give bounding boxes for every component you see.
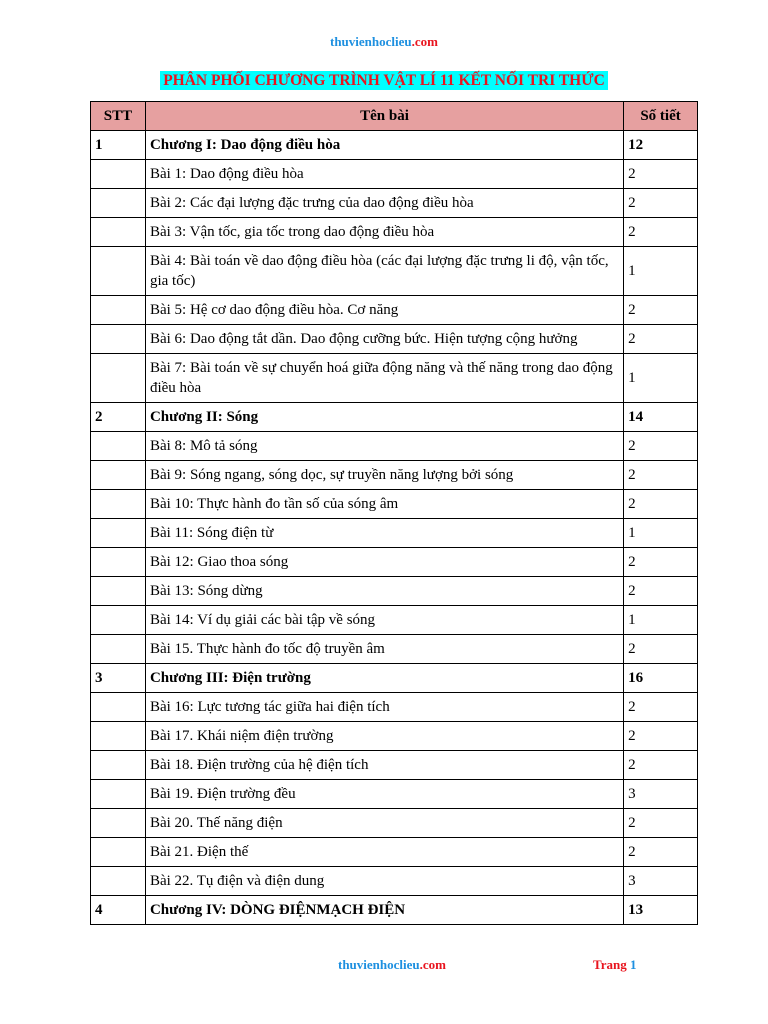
cell-periods: 2 bbox=[624, 838, 698, 867]
lesson-row bbox=[91, 635, 698, 664]
site-header bbox=[0, 34, 768, 50]
lesson-row bbox=[91, 325, 698, 354]
lesson-row bbox=[91, 577, 698, 606]
cell-lesson-name: Bài 21. Điện thế bbox=[145, 838, 623, 867]
lesson-row bbox=[91, 247, 698, 296]
cell-stt bbox=[91, 751, 146, 780]
cell-lesson-name: Bài 6: Dao động tắt dần. Dao động cưỡng bức. Hiện tượng cộng hưởng bbox=[145, 325, 623, 354]
cell-periods: 2 bbox=[624, 751, 698, 780]
cell-lesson-name: Bài 13: Sóng dừng bbox=[145, 577, 623, 606]
table-header-row bbox=[91, 102, 698, 131]
lesson-row bbox=[91, 548, 698, 577]
cell-periods: 1 bbox=[624, 606, 698, 635]
page-number bbox=[593, 957, 636, 973]
cell-lesson-name: Bài 11: Sóng điện từ bbox=[145, 519, 623, 548]
cell-stt bbox=[91, 296, 146, 325]
cell-stt bbox=[91, 519, 146, 548]
lesson-row bbox=[91, 867, 698, 896]
cell-periods: 2 bbox=[624, 693, 698, 722]
lesson-row bbox=[91, 693, 698, 722]
cell-lesson-name: Bài 1: Dao động điều hòa bbox=[145, 160, 623, 189]
cell-stt bbox=[91, 722, 146, 751]
cell-periods: 2 bbox=[624, 722, 698, 751]
cell-periods: 2 bbox=[624, 490, 698, 519]
cell-lesson-name: Chương I: Dao động điều hòa bbox=[145, 131, 623, 160]
footer-brand bbox=[338, 957, 446, 973]
cell-stt: 4 bbox=[91, 896, 146, 925]
cell-lesson-name: Bài 16: Lực tương tác giữa hai điện tích bbox=[145, 693, 623, 722]
cell-stt bbox=[91, 577, 146, 606]
cell-stt bbox=[91, 218, 146, 247]
cell-stt bbox=[91, 635, 146, 664]
cell-stt bbox=[91, 548, 146, 577]
brand-name: thuvienhoclieu bbox=[330, 34, 412, 49]
cell-stt bbox=[91, 432, 146, 461]
cell-lesson-name: Bài 18. Điện trường của hệ điện tích bbox=[145, 751, 623, 780]
cell-periods: 12 bbox=[624, 131, 698, 160]
lesson-row bbox=[91, 606, 698, 635]
chapter-row bbox=[91, 896, 698, 925]
cell-lesson-name: Bài 4: Bài toán về dao động điều hòa (các đại lượng đặc trưng li độ, vận tốc, gia tốc) bbox=[145, 247, 623, 296]
cell-periods: 3 bbox=[624, 867, 698, 896]
cell-lesson-name: Bài 8: Mô tả sóng bbox=[145, 432, 623, 461]
cell-lesson-name: Bài 14: Ví dụ giải các bài tập về sóng bbox=[145, 606, 623, 635]
lesson-row bbox=[91, 432, 698, 461]
column-header-stt: STT bbox=[91, 102, 146, 131]
chapter-row bbox=[91, 664, 698, 693]
cell-periods: 16 bbox=[624, 664, 698, 693]
cell-stt bbox=[91, 325, 146, 354]
cell-periods: 2 bbox=[624, 461, 698, 490]
cell-periods: 2 bbox=[624, 635, 698, 664]
lesson-row bbox=[91, 354, 698, 403]
lesson-row bbox=[91, 809, 698, 838]
cell-stt bbox=[91, 780, 146, 809]
cell-lesson-name: Bài 22. Tụ điện và điện dung bbox=[145, 867, 623, 896]
cell-lesson-name: Bài 5: Hệ cơ dao động điều hòa. Cơ năng bbox=[145, 296, 623, 325]
lesson-row bbox=[91, 780, 698, 809]
cell-periods: 2 bbox=[624, 432, 698, 461]
footer-brand-domain: .com bbox=[419, 957, 446, 972]
cell-periods: 3 bbox=[624, 780, 698, 809]
cell-periods: 2 bbox=[624, 160, 698, 189]
cell-stt bbox=[91, 189, 146, 218]
cell-lesson-name: Bài 20. Thế năng điện bbox=[145, 809, 623, 838]
cell-lesson-name: Bài 2: Các đại lượng đặc trưng của dao động điều hòa bbox=[145, 189, 623, 218]
lesson-row bbox=[91, 490, 698, 519]
cell-periods: 13 bbox=[624, 896, 698, 925]
lesson-row bbox=[91, 218, 698, 247]
cell-stt bbox=[91, 247, 146, 296]
cell-lesson-name: Bài 19. Điện trường đều bbox=[145, 780, 623, 809]
lesson-row bbox=[91, 838, 698, 867]
lesson-row bbox=[91, 722, 698, 751]
cell-periods: 1 bbox=[624, 247, 698, 296]
cell-stt bbox=[91, 693, 146, 722]
cell-periods: 1 bbox=[624, 354, 698, 403]
brand-domain: .com bbox=[411, 34, 438, 49]
cell-lesson-name: Bài 17. Khái niệm điện trường bbox=[145, 722, 623, 751]
cell-lesson-name: Bài 3: Vận tốc, gia tốc trong dao động điều hòa bbox=[145, 218, 623, 247]
page-footer bbox=[0, 957, 768, 977]
cell-periods: 2 bbox=[624, 325, 698, 354]
document-title-text: PHÂN PHỐI CHƯƠNG TRÌNH VẬT LÍ 11 KẾT NỐI TRI THỨC bbox=[160, 71, 608, 90]
cell-stt: 3 bbox=[91, 664, 146, 693]
chapter-row bbox=[91, 131, 698, 160]
lesson-row bbox=[91, 160, 698, 189]
cell-lesson-name: Chương IV: DÒNG ĐIỆNMẠCH ĐIỆN bbox=[145, 896, 623, 925]
page-label: Trang bbox=[593, 957, 627, 972]
cell-lesson-name: Bài 10: Thực hành đo tần số của sóng âm bbox=[145, 490, 623, 519]
cell-lesson-name: Bài 7: Bài toán về sự chuyển hoá giữa động năng và thế năng trong dao động điều hòa bbox=[145, 354, 623, 403]
cell-lesson-name: Chương II: Sóng bbox=[145, 403, 623, 432]
cell-lesson-name: Chương III: Điện trường bbox=[145, 664, 623, 693]
cell-stt bbox=[91, 838, 146, 867]
cell-lesson-name: Bài 12: Giao thoa sóng bbox=[145, 548, 623, 577]
column-header-periods: Số tiết bbox=[624, 102, 698, 131]
curriculum-table bbox=[90, 101, 698, 925]
chapter-row bbox=[91, 403, 698, 432]
cell-stt bbox=[91, 867, 146, 896]
cell-lesson-name: Bài 15. Thực hành đo tốc độ truyền âm bbox=[145, 635, 623, 664]
column-header-lesson: Tên bài bbox=[145, 102, 623, 131]
document-title bbox=[0, 72, 768, 90]
lesson-row bbox=[91, 751, 698, 780]
cell-stt bbox=[91, 461, 146, 490]
cell-periods: 1 bbox=[624, 519, 698, 548]
cell-periods: 2 bbox=[624, 296, 698, 325]
cell-periods: 2 bbox=[624, 548, 698, 577]
footer-brand-name: thuvienhoclieu bbox=[338, 957, 420, 972]
lesson-row bbox=[91, 461, 698, 490]
cell-stt bbox=[91, 354, 146, 403]
cell-periods: 14 bbox=[624, 403, 698, 432]
table-body bbox=[91, 131, 698, 925]
cell-stt bbox=[91, 606, 146, 635]
page-number-value: 1 bbox=[629, 957, 637, 972]
lesson-row bbox=[91, 519, 698, 548]
cell-periods: 2 bbox=[624, 577, 698, 606]
cell-stt: 1 bbox=[91, 131, 146, 160]
cell-stt bbox=[91, 160, 146, 189]
lesson-row bbox=[91, 189, 698, 218]
cell-lesson-name: Bài 9: Sóng ngang, sóng dọc, sự truyền năng lượng bởi sóng bbox=[145, 461, 623, 490]
cell-stt bbox=[91, 809, 146, 838]
cell-stt bbox=[91, 490, 146, 519]
cell-stt: 2 bbox=[91, 403, 146, 432]
cell-periods: 2 bbox=[624, 809, 698, 838]
cell-periods: 2 bbox=[624, 189, 698, 218]
cell-periods: 2 bbox=[624, 218, 698, 247]
lesson-row bbox=[91, 296, 698, 325]
